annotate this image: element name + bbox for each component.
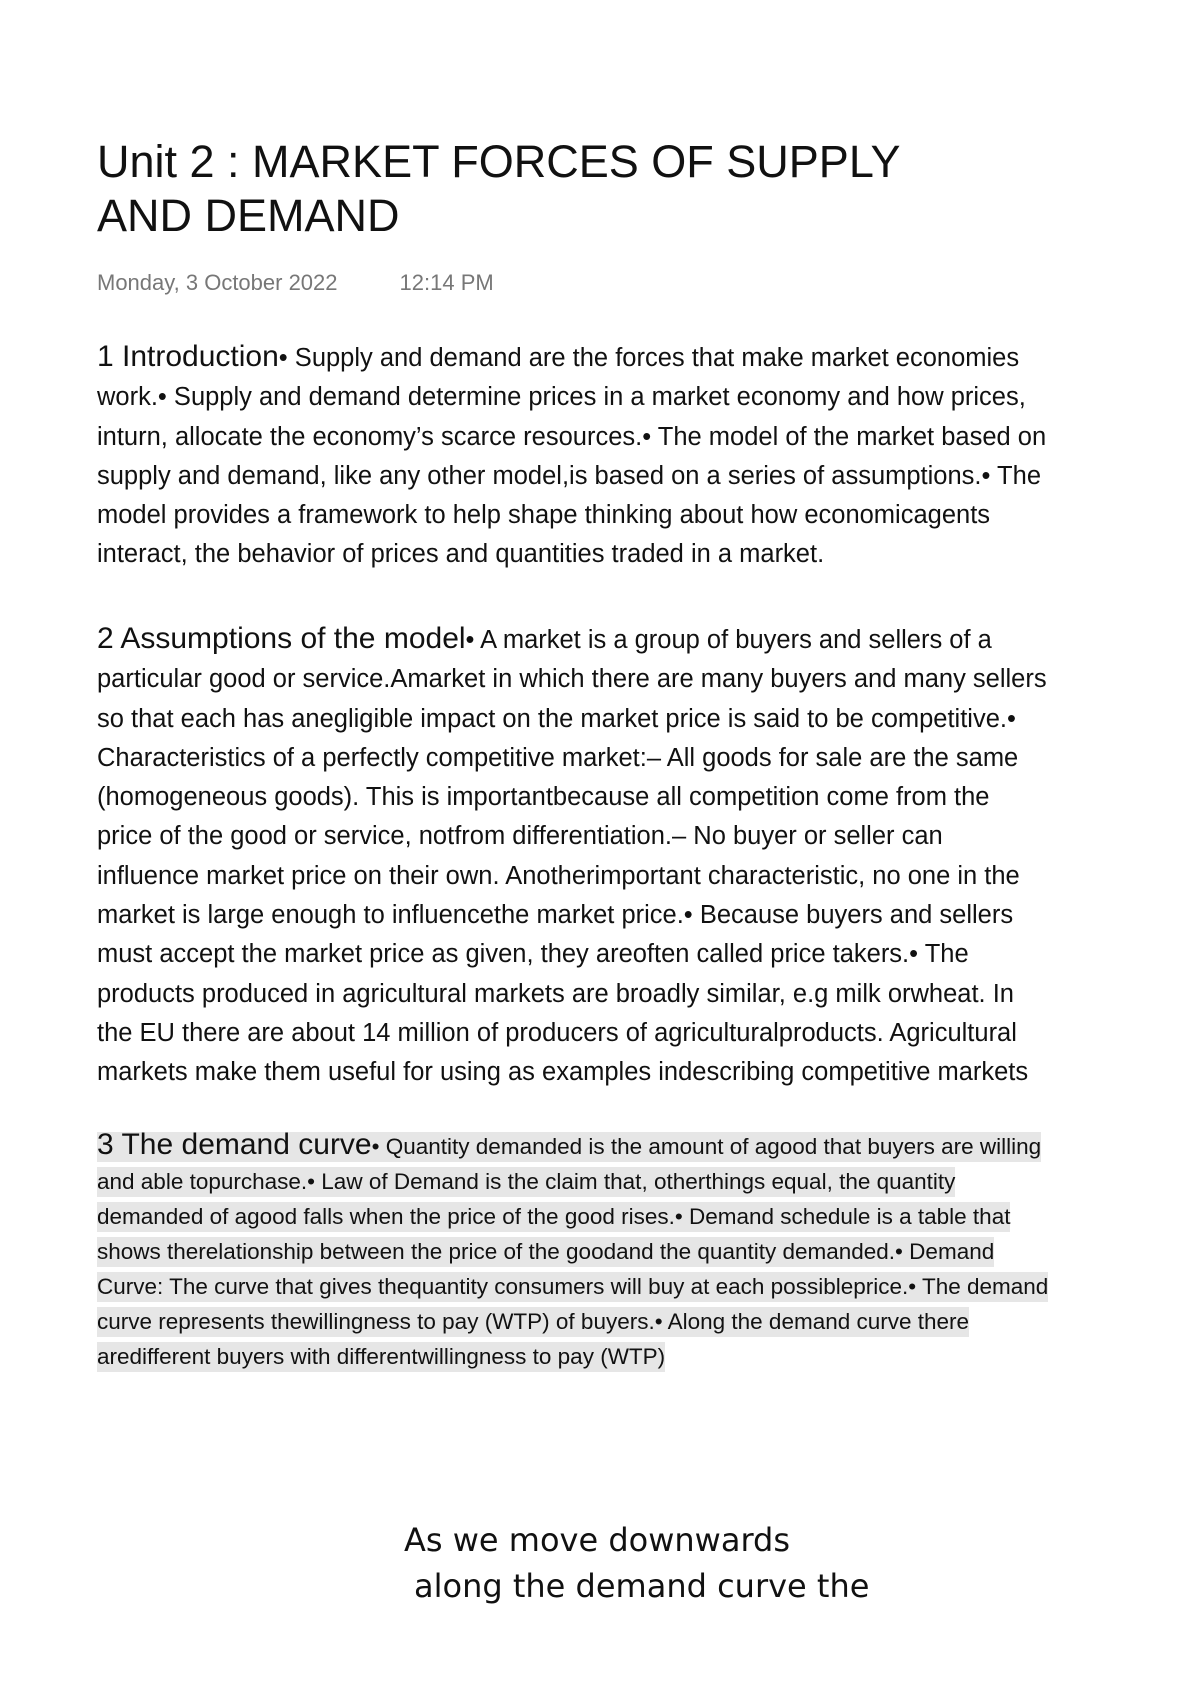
text-run: • Supply and demand are the forces that make market economies xyxy=(278,344,1020,372)
section-assumptions xyxy=(97,619,1200,1093)
embedded-image-caption: As we move downwards xyxy=(404,1521,791,1559)
paragraph-line: inturn, allocate the economy’s scarce resources.• The model of the market based on xyxy=(97,422,1047,451)
paragraph-line xyxy=(97,1339,1200,1374)
highlight-run: Curve: The curve that gives thequantity consumers will buy at each possibleprice.• The demand xyxy=(97,1272,1048,1302)
paragraph-line: must accept the market price as given, they areoften called price takers.• The xyxy=(97,940,969,969)
paragraph-line: (homogeneous goods). This is importantbecause all competition come from the xyxy=(97,783,990,812)
paragraph-line xyxy=(97,1199,1200,1234)
paragraph-line xyxy=(97,1269,1200,1304)
paragraph-line xyxy=(97,337,1200,378)
paragraph-line xyxy=(97,619,1200,660)
paragraph-line xyxy=(97,1234,1200,1269)
section-heading: 1 Introduction xyxy=(97,340,279,373)
embedded-image-caption-cutoff xyxy=(404,1566,884,1605)
paragraph-line: work.• Supply and demand determine prices in a market economy and how prices, xyxy=(97,383,1026,412)
highlight-run: and able topurchase.• Law of Demand is the claim that, otherthings equal, the quantity xyxy=(97,1167,955,1197)
embedded-image-caption-line-2: along the demand curve the xyxy=(414,1567,870,1605)
page-title-line-1: Unit 2 : MARKET FORCES OF SUPPLY xyxy=(97,136,901,187)
page-title-line-2: AND DEMAND xyxy=(97,190,400,241)
paragraph-line: the EU there are about 14 million of producers of agriculturalproducts. Agricultural xyxy=(97,1018,1017,1047)
highlight-run xyxy=(97,1128,1042,1162)
highlight-run: aredifferent buyers with differentwillingness to pay (WTP) xyxy=(97,1342,665,1372)
paragraph-line: price of the good or service, notfrom differentiation.– No buyer or seller can xyxy=(97,822,943,851)
page-time: 12:14 PM xyxy=(399,270,494,295)
section-introduction xyxy=(97,337,1200,575)
paragraph-line: influence market price on their own. Anotherimportant characteristic, no one in the xyxy=(97,861,1020,890)
paragraph-line xyxy=(97,1304,1200,1339)
paragraph-line: market is large enough to influencethe market price.• Because buyers and sellers xyxy=(97,901,1014,930)
highlight-run: curve represents thewillingness to pay (WTP) of buyers.• Along the demand curve there xyxy=(97,1307,969,1337)
page-date: Monday, 3 October 2022 xyxy=(97,270,338,295)
section-heading: 3 The demand curve xyxy=(97,1128,372,1161)
section-heading: 2 Assumptions of the model xyxy=(97,622,466,655)
paragraph-line: particular good or service.Amarket in which there are many buyers and many sellers xyxy=(97,665,1047,694)
highlight-run: shows therelationship between the price of the goodand the quantity demanded.• Demand xyxy=(97,1237,994,1267)
paragraph-line: products produced in agricultural markets are broadly similar, e.g milk orwheat. In xyxy=(97,979,1014,1008)
page-timestamp xyxy=(97,270,494,296)
paragraph-line: Characteristics of a perfectly competitive market:– All goods for sale are the same xyxy=(97,743,1019,772)
text-run: • A market is a group of buyers and sellers of a xyxy=(465,626,992,654)
paragraph-line: interact, the behavior of prices and quantities traded in a market. xyxy=(97,540,825,569)
section-demand-curve xyxy=(97,1127,1200,1374)
paragraph-line: markets make them useful for using as examples indescribing competitive markets xyxy=(97,1058,1029,1087)
text-run: • Quantity demanded is the amount of agood that buyers are willing xyxy=(371,1134,1042,1159)
page-title xyxy=(97,135,1097,243)
paragraph-line: so that each has anegligible impact on the market price is said to be competitive.• xyxy=(97,704,1016,733)
highlight-run: demanded of agood falls when the price of the good rises.• Demand schedule is a table that xyxy=(97,1202,1010,1232)
paragraph-line: model provides a framework to help shape thinking about how economicagents xyxy=(97,501,991,530)
paragraph-line xyxy=(97,1164,1200,1199)
paragraph-line xyxy=(97,1127,1200,1164)
paragraph-line: supply and demand, like any other model,is based on a series of assumptions.• The xyxy=(97,461,1041,490)
